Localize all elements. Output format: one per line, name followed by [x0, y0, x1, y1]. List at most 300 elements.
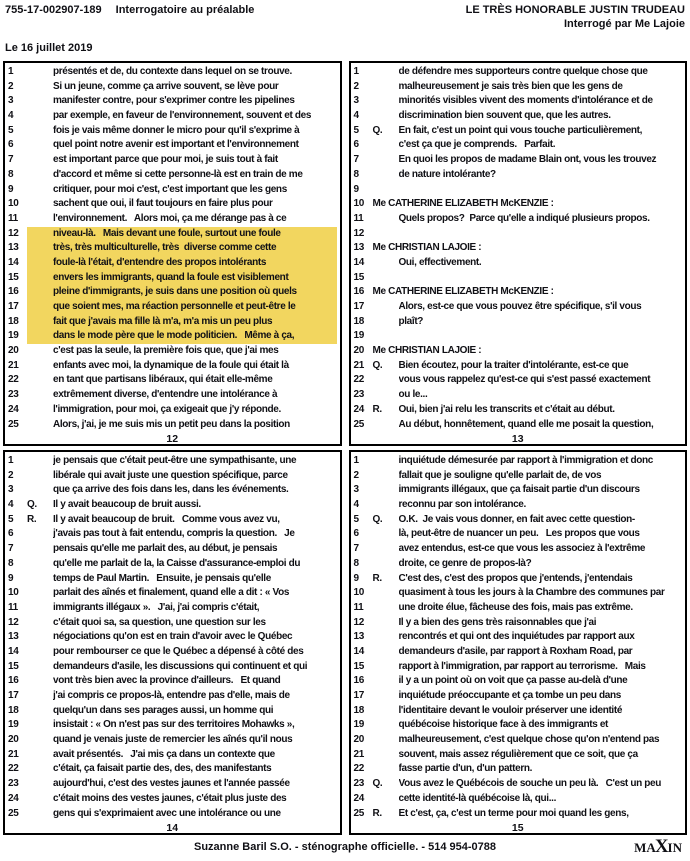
line-number: 5	[8, 513, 14, 525]
line-content	[27, 212, 337, 227]
line-text: extrêmement diverse, d'entendre une intolérance à	[53, 389, 278, 401]
line-content	[27, 542, 337, 557]
line-number: 19	[8, 330, 19, 342]
line-number: 18	[353, 315, 364, 327]
transcript-line	[8, 674, 337, 689]
line-number: 22	[8, 374, 19, 386]
line-content	[373, 674, 683, 689]
line-number: 19	[8, 719, 19, 731]
speaker-marker	[373, 454, 399, 469]
line-content	[27, 80, 337, 95]
line-number: 8	[8, 557, 14, 569]
transcript-line	[354, 733, 683, 748]
line-text: demandeurs d'asile, les discussions qui continuent et qui	[53, 660, 308, 672]
speaker-marker	[373, 80, 399, 95]
hearing-date: Le 16 juillet 2019	[5, 42, 93, 54]
speaker-marker	[373, 94, 399, 109]
line-text: l'immigration, pour moi, ça exigeait que j'y réponde.	[53, 403, 281, 415]
speaker-marker	[373, 645, 399, 660]
line-number: 24	[353, 403, 364, 415]
line-content	[373, 197, 683, 212]
line-number: 6	[353, 139, 359, 151]
speaker-marker	[27, 94, 53, 109]
transcript-page-15	[349, 450, 688, 835]
logo-text-ma: MA	[634, 840, 656, 856]
line-text: demandeurs d'asile, par rapport à Roxham Road, par	[398, 645, 633, 657]
speaker-marker	[27, 660, 53, 675]
line-number: 10	[353, 198, 364, 210]
transcript-line	[354, 586, 683, 601]
transcript-line	[8, 777, 337, 792]
line-number: 3	[8, 484, 14, 496]
line-text: pensais qu'elle me parlait des, au début, je pensais	[53, 543, 278, 555]
speaker-marker	[27, 762, 53, 777]
line-content	[373, 256, 683, 271]
line-content	[27, 557, 337, 572]
transcript-line	[8, 197, 337, 212]
line-text: par exemple, en faveur de l'environnement, souvent et des	[53, 110, 312, 122]
line-content	[27, 94, 337, 109]
line-content	[27, 388, 337, 403]
line-number: 15	[8, 660, 19, 672]
line-text: immigrants illégaux ». J'ai, j'ai compris c'était,	[53, 601, 260, 613]
line-number: 15	[353, 271, 364, 283]
speaker-marker: R.	[372, 403, 382, 415]
speaker-marker	[373, 109, 399, 124]
line-content	[373, 227, 683, 242]
line-number: 20	[8, 734, 19, 746]
line-content	[373, 80, 683, 95]
line-number: 25	[8, 418, 19, 430]
line-number: 11	[8, 212, 18, 224]
transcript-line	[8, 513, 337, 528]
speaker-marker	[373, 373, 399, 388]
transcript-line	[8, 718, 337, 733]
line-number: 17	[8, 690, 19, 701]
line-content	[27, 359, 337, 374]
transcript-line	[354, 197, 683, 212]
transcript-line	[354, 718, 683, 733]
line-text: Il y avait beaucoup de bruit. Comme vous avez vu,	[53, 513, 280, 525]
line-text: critiquer, pour moi c'est, c'est important que les gens	[53, 183, 287, 195]
transcript-line	[354, 483, 683, 498]
line-text	[399, 183, 681, 198]
line-content	[373, 344, 683, 359]
line-text: je pensais que c'était peut-être une sympathisante, une	[53, 455, 297, 466]
line-number: 9	[8, 183, 14, 195]
line-content	[27, 645, 337, 660]
line-text: immigrants illégaux, que ça faisait partie d'un discours	[398, 484, 640, 496]
line-content	[373, 601, 683, 616]
speaker-marker	[27, 183, 53, 198]
transcript-line	[354, 315, 683, 330]
speaker-marker	[373, 674, 399, 689]
line-text: Et c'est, ça, c'est un terme pour moi quand les gens,	[398, 807, 629, 819]
speaker-marker	[373, 733, 399, 748]
line-number: 6	[8, 528, 14, 540]
line-number: 11	[353, 601, 364, 613]
line-content	[27, 168, 337, 183]
speaker-marker	[373, 704, 399, 719]
speaker-marker	[373, 388, 399, 403]
line-text: aujourd'hui, c'est des vestes jaunes et l'année passée	[53, 778, 290, 790]
line-content	[27, 586, 337, 601]
line-text: temps de Paul Martin. Ensuite, je pensais qu'elle	[53, 572, 271, 584]
line-text: c'est pas la seule, la première fois que, que j'ai mes	[53, 345, 279, 357]
transcript-line	[8, 94, 337, 109]
speaker-marker	[373, 256, 399, 271]
line-number: 16	[8, 286, 19, 298]
highlighted-line-content	[27, 300, 337, 315]
transcript-line	[354, 329, 683, 344]
transcript-line	[8, 285, 337, 300]
line-number: 14	[353, 256, 364, 268]
line-content	[27, 704, 337, 719]
line-number: 20	[8, 345, 19, 357]
speaker-marker	[373, 586, 399, 601]
transcript-line	[354, 572, 683, 587]
line-text: vous vous rappelez qu'est-ce qui s'est passé exactement	[398, 374, 651, 386]
line-text: négociations qu'on est en train d'avoir avec le Québec	[53, 631, 293, 643]
line-text: inquiétude démesurée par rapport à l'immigration et donc	[398, 455, 653, 466]
transcript-line	[8, 359, 337, 374]
line-number: 17	[353, 690, 364, 701]
line-number: 9	[8, 572, 14, 584]
line-number: 25	[353, 418, 364, 430]
line-text: parlait des aînés et finalement, quand elle a dit : « Vos	[53, 587, 290, 599]
transcript-line	[8, 109, 337, 124]
line-content	[373, 183, 683, 198]
speaker-marker	[27, 542, 53, 557]
speaker-marker	[27, 388, 53, 403]
line-content	[27, 418, 337, 433]
speaker-marker	[27, 138, 53, 153]
highlighted-line-content	[27, 256, 337, 271]
speaker-marker	[27, 527, 53, 542]
transcript-line	[8, 241, 337, 256]
line-number: 20	[353, 734, 364, 746]
line-text: pour rembourser ce que le Québec a dépensé à côté des	[53, 645, 304, 657]
transcript-line	[8, 689, 337, 704]
line-text: libérale qui avait juste une question spécifique, parce	[53, 469, 288, 481]
transcript-line	[354, 777, 683, 792]
line-content	[373, 94, 683, 109]
speaker-marker	[27, 300, 53, 315]
line-text: En quoi les propos de madame Blain ont, vous les trouvez	[398, 154, 657, 166]
speaker-marker	[373, 748, 399, 763]
transcript-line	[8, 660, 337, 675]
transcript-line	[8, 586, 337, 601]
line-content	[27, 616, 337, 631]
transcript-line	[354, 513, 683, 528]
transcript-line	[8, 616, 337, 631]
document-footer	[0, 836, 690, 857]
line-content	[27, 138, 337, 153]
transcript-line	[354, 271, 683, 286]
speaker-marker	[373, 212, 399, 227]
line-text: quasiment à tous les jours à la Chambre des communes par	[398, 587, 665, 599]
line-number: 17	[353, 301, 364, 312]
line-number: 9	[353, 572, 359, 584]
line-text: de nature intolérante?	[398, 168, 496, 180]
line-content	[373, 65, 683, 80]
line-text	[399, 227, 681, 242]
line-number: 8	[353, 557, 359, 569]
speaker-marker	[373, 483, 399, 498]
speaker-marker	[27, 586, 53, 601]
transcript-line	[8, 418, 337, 433]
speaker-marker	[373, 527, 399, 542]
line-text: C'est des, c'est des propos que j'entends, j'entendais	[398, 572, 633, 584]
logo-text-in: IN	[667, 840, 682, 856]
transcript-line	[354, 80, 683, 95]
speaker-marker	[27, 807, 53, 822]
page-number: 12	[166, 433, 179, 446]
speaker-marker	[27, 469, 53, 484]
line-text: pleine d'immigrants, je suis dans une position où quels	[53, 286, 297, 298]
line-number: 13	[8, 242, 19, 254]
line-text: Si un jeune, comme ça arrive souvent, se lève pour	[53, 80, 279, 92]
line-number: 2	[8, 469, 14, 481]
line-number: 5	[353, 124, 359, 136]
transcript-line	[8, 315, 337, 330]
transcript-line	[8, 153, 337, 168]
speaker-marker	[27, 109, 53, 124]
line-content	[373, 586, 683, 601]
line-content	[27, 601, 337, 616]
transcript-line	[354, 153, 683, 168]
line-text: Il y avait beaucoup de bruit aussi.	[53, 499, 201, 511]
speaker-marker: Q.	[372, 778, 383, 790]
transcript-line	[8, 168, 337, 183]
line-number: 7	[8, 154, 14, 166]
line-text: gens qui s'exprimaient avec une intolérance ou une	[53, 807, 281, 819]
line-number: 12	[353, 227, 364, 239]
line-content	[373, 241, 683, 256]
speaker-marker	[27, 557, 53, 572]
line-content	[27, 109, 337, 124]
line-content	[27, 689, 337, 704]
transcript-line	[354, 183, 683, 198]
speaker-marker	[373, 271, 399, 286]
transcript-line	[8, 256, 337, 271]
line-content	[373, 285, 683, 300]
line-text: souvent, mais assez régulièrement que ce soit, que ça	[398, 748, 638, 760]
page-number: 15	[511, 822, 524, 835]
line-text: quelqu'un dans ses parages aussi, un homme qui	[53, 704, 274, 716]
speaker-marker	[27, 616, 53, 631]
line-content	[373, 329, 683, 344]
line-number: 21	[8, 359, 19, 371]
line-number: 23	[8, 778, 19, 790]
transcript-line	[8, 454, 337, 469]
speaker-marker	[27, 418, 53, 433]
line-content	[373, 733, 683, 748]
line-text: c'était moins des vestes jaunes, c'était plus juste des	[53, 792, 287, 804]
line-content	[27, 183, 337, 198]
line-content	[27, 807, 337, 822]
transcript-line	[354, 212, 683, 227]
case-number: 755-17-002907-189	[5, 4, 102, 16]
line-content	[373, 630, 683, 645]
transcript-line	[354, 469, 683, 484]
speaker-marker: Q.	[27, 499, 37, 511]
line-content	[373, 527, 683, 542]
line-text: manifester contre, pour s'exprimer contre les pipelines	[53, 95, 295, 107]
speaker-marker	[27, 315, 53, 330]
speaker-marker: Q.	[372, 124, 383, 136]
line-content	[27, 777, 337, 792]
line-content	[27, 527, 337, 542]
transcript-line	[8, 572, 337, 587]
line-text: rencontrés et qui ont des inquiétudes par rapport aux	[398, 631, 635, 643]
transcript-line	[354, 542, 683, 557]
line-text: de défendre mes supporteurs contre quelque chose que	[398, 66, 648, 77]
line-number: 15	[353, 660, 364, 672]
line-number: 11	[353, 212, 364, 224]
line-text: avez entendus, est-ce que vous les associez à l'extrême	[398, 543, 646, 555]
speaker-name-text: Me CHRISTIAN LAJOIE :	[372, 345, 482, 357]
line-text: insistait : « On n'est pas sur des territoires Mohawks »,	[53, 719, 295, 731]
highlighted-line-content	[27, 315, 337, 330]
line-text: rapport à l'immigration, par rapport au terrorisme. Mais	[398, 660, 646, 672]
line-number: 24	[8, 792, 19, 804]
line-content	[373, 454, 683, 469]
line-text: il y a un point où on voit que ça passe au-delà d'une	[398, 675, 628, 687]
line-number: 15	[8, 271, 19, 283]
line-content	[27, 748, 337, 763]
line-content	[373, 469, 683, 484]
line-content	[373, 359, 683, 374]
transcript-page-14	[3, 450, 342, 835]
line-number: 13	[8, 631, 19, 643]
speaker-marker	[27, 227, 53, 242]
line-content	[373, 138, 683, 153]
line-text: québécoise historique face à des immigrants et	[398, 719, 609, 731]
speaker-marker	[373, 153, 399, 168]
line-content	[373, 718, 683, 733]
highlighted-line-content	[27, 271, 337, 286]
transcript-line	[8, 271, 337, 286]
line-content	[27, 674, 337, 689]
line-content	[373, 645, 683, 660]
line-number: 23	[353, 389, 364, 401]
line-text: avait présentés. J'ai mis ça dans un contexte que	[53, 748, 275, 760]
speaker-marker	[373, 762, 399, 777]
line-text: fallait que je souligne qu'elle parlait de, de vos	[398, 469, 602, 481]
transcript-line	[354, 94, 683, 109]
line-number: 2	[8, 80, 14, 92]
document-header	[3, 4, 687, 16]
speaker-marker: Q.	[372, 359, 383, 371]
line-number: 4	[353, 499, 359, 511]
line-text: enfants avec moi, la dynamique de la foule qui était là	[53, 359, 289, 371]
line-text: En fait, c'est un point qui vous touche particulièrement,	[398, 124, 643, 136]
line-text: quel point notre avenir est important et l'environnement	[53, 139, 299, 151]
witness-name: LE TRÈS HONORABLE JUSTIN TRUDEAU	[465, 4, 685, 16]
line-content	[373, 807, 683, 822]
line-content	[373, 109, 683, 124]
line-text: Alors, j'ai, je me suis mis un petit peu dans la position	[53, 418, 290, 430]
transcript-line	[354, 660, 683, 675]
line-number: 4	[8, 110, 14, 122]
line-number: 23	[8, 389, 19, 401]
document-type: Interrogatoire au préalable	[115, 4, 255, 16]
transcript-line	[8, 388, 337, 403]
line-number: 17	[8, 301, 19, 312]
line-content	[27, 718, 337, 733]
transcript-line	[8, 373, 337, 388]
line-text: plaît?	[398, 315, 424, 327]
transcript-line	[8, 124, 337, 139]
speaker-marker	[373, 183, 399, 198]
line-number: 9	[353, 183, 359, 195]
line-number: 8	[8, 168, 14, 180]
page-number: 13	[511, 433, 524, 446]
speaker-marker	[373, 660, 399, 675]
line-content	[27, 513, 337, 528]
speaker-marker	[27, 403, 53, 418]
transcript-line	[354, 256, 683, 271]
line-content	[373, 777, 683, 792]
line-text: là, peut-être de nuancer un peu. Les propos que vous	[398, 528, 640, 540]
speaker-marker	[27, 733, 53, 748]
line-content	[373, 498, 683, 513]
line-content	[27, 733, 337, 748]
line-number: 14	[8, 256, 19, 268]
speaker-marker	[373, 498, 399, 513]
speaker-marker	[373, 601, 399, 616]
speaker-name-text: Me CATHERINE ELIZABETH McKENZIE :	[372, 286, 554, 298]
transcript-line	[8, 227, 337, 242]
line-content	[27, 469, 337, 484]
line-content	[27, 630, 337, 645]
transcript-line	[8, 792, 337, 807]
transcript-line	[354, 762, 683, 777]
line-content	[27, 403, 337, 418]
transcript-line	[354, 674, 683, 689]
line-number: 13	[353, 631, 364, 643]
line-number: 5	[353, 513, 359, 525]
speaker-marker	[27, 359, 53, 374]
speaker-marker	[27, 329, 53, 344]
speaker-marker	[27, 704, 53, 719]
transcript-line	[8, 498, 337, 513]
speaker-marker	[27, 674, 53, 689]
speaker-marker	[27, 212, 53, 227]
line-content	[373, 762, 683, 777]
transcript-line	[8, 527, 337, 542]
line-content	[373, 513, 683, 528]
line-text: O.K. Je vais vous donner, en fait avec cette question-	[398, 513, 635, 525]
line-number: 2	[353, 80, 359, 92]
line-number: 21	[8, 748, 19, 760]
line-text: est important parce que pour moi, je suis tout à fait	[53, 154, 278, 166]
stenographer-info: Suzanne Baril S.O. - sténographe officielle. - 514 954-0788	[194, 841, 496, 853]
transcript-line	[8, 469, 337, 484]
speaker-marker	[373, 65, 399, 80]
header-left	[5, 4, 268, 16]
line-text: c'est ça que je comprends. Parfait.	[398, 139, 556, 151]
line-number: 20	[353, 345, 364, 357]
transcript-line	[8, 630, 337, 645]
line-text: très, très multiculturelle, très diverse comme cette	[53, 242, 277, 254]
speaker-marker	[373, 792, 399, 807]
speaker-marker	[373, 718, 399, 733]
line-number: 1	[8, 455, 14, 466]
line-number: 16	[8, 675, 19, 687]
line-content	[27, 572, 337, 587]
